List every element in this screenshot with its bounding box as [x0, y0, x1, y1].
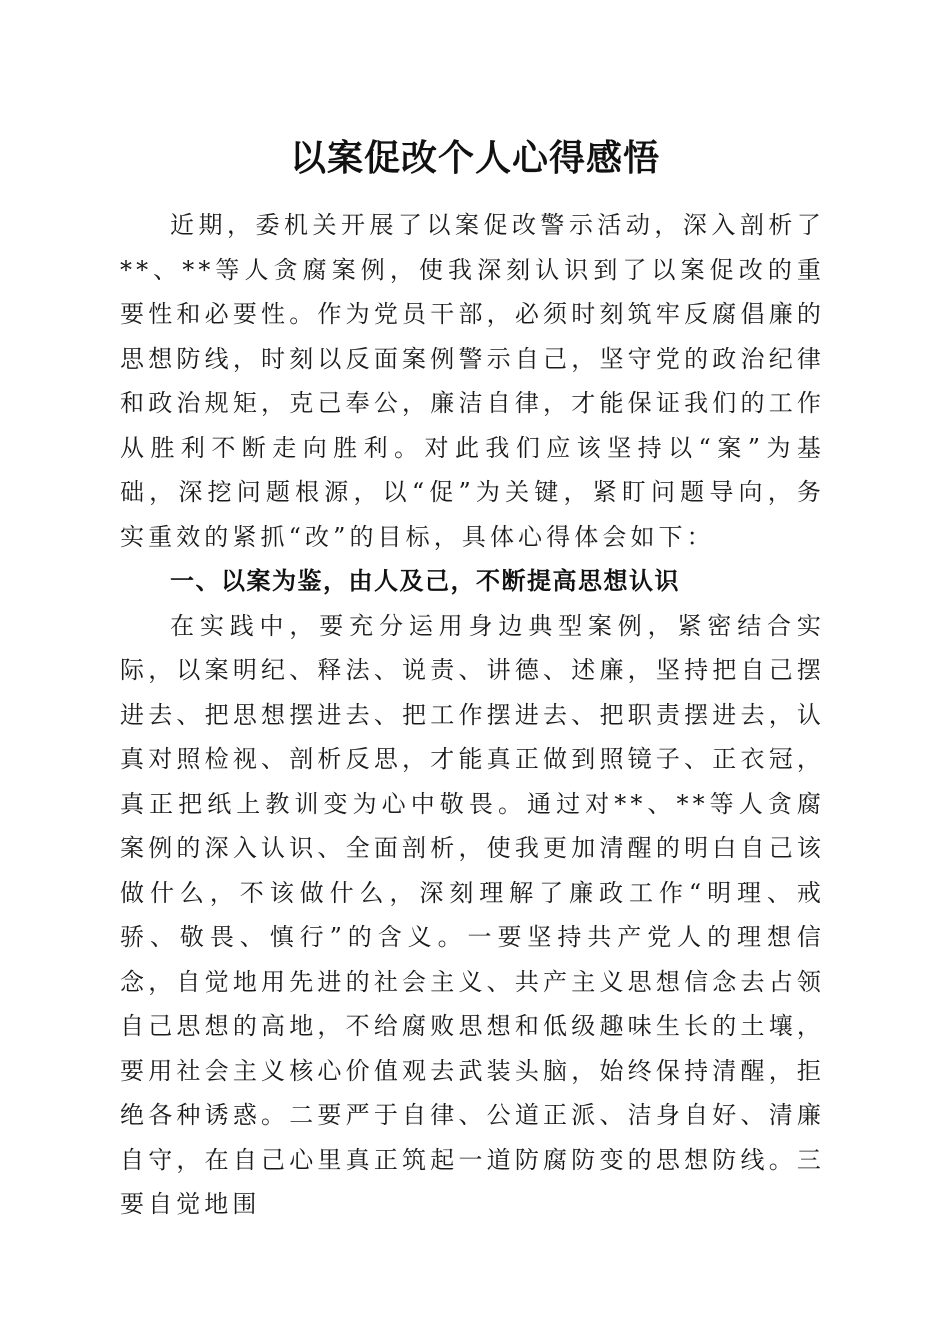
section-paragraph: 在实践中，要充分运用身边典型案例，紧密结合实际，以案明纪、释法、说责、讲德、述廉，坚持把自己摆进去、把思想摆进去、把工作摆进去、把职责摆进去，认真对照检视、剖析反思，才能真正做到照镜子、正衣冠，真正把纸上教训变为心中敬畏。通过对**、**等人贪腐案例的深入认识、全面剖析，使我更加清醒的明白自己该做什么，不该做什么，深刻理解了廉政工作“明理、戒骄、敬畏、慎行”的含义。一要坚持共产党人的理想信念，自觉地用先进的社会主义、共产主义思想信念去占领自己思想的高地，不给腐败思想和低级趣味生长的土壤，要用社会主义核心价值观去武装头脑，始终保持清醒，拒绝各种诱惑。二要严于自律、公道正派、洁身自好、清廉自守，在自己心里真正筑起一道防腐防变的思想防线。三要自觉地围 — [120, 611, 825, 1218]
document-body — [120, 203, 825, 1227]
section-heading: 一、以案为鉴，由人及己，不断提高思想认识 — [170, 567, 680, 595]
document-title: 以案促改个人心得感悟 — [289, 137, 660, 179]
intro-paragraph: 近期，委机关开展了以案促改警示活动，深入剖析了**、**等人贪腐案例，使我深刻认识到了以案促改的重要性和必要性。作为党员干部，必须时刻筑牢反腐倡廉的思想防线，时刻以反面案例警示自己，坚守党的政治纪律和政治规矩，克己奉公，廉洁自律，才能保证我们的工作从胜利不断走向胜利。对此我们应该坚持以“案”为基础，深挖问题根源，以“促”为关键，紧盯问题导向，务实重效的紧抓“改”的目标，具体心得体会如下： — [120, 211, 825, 551]
